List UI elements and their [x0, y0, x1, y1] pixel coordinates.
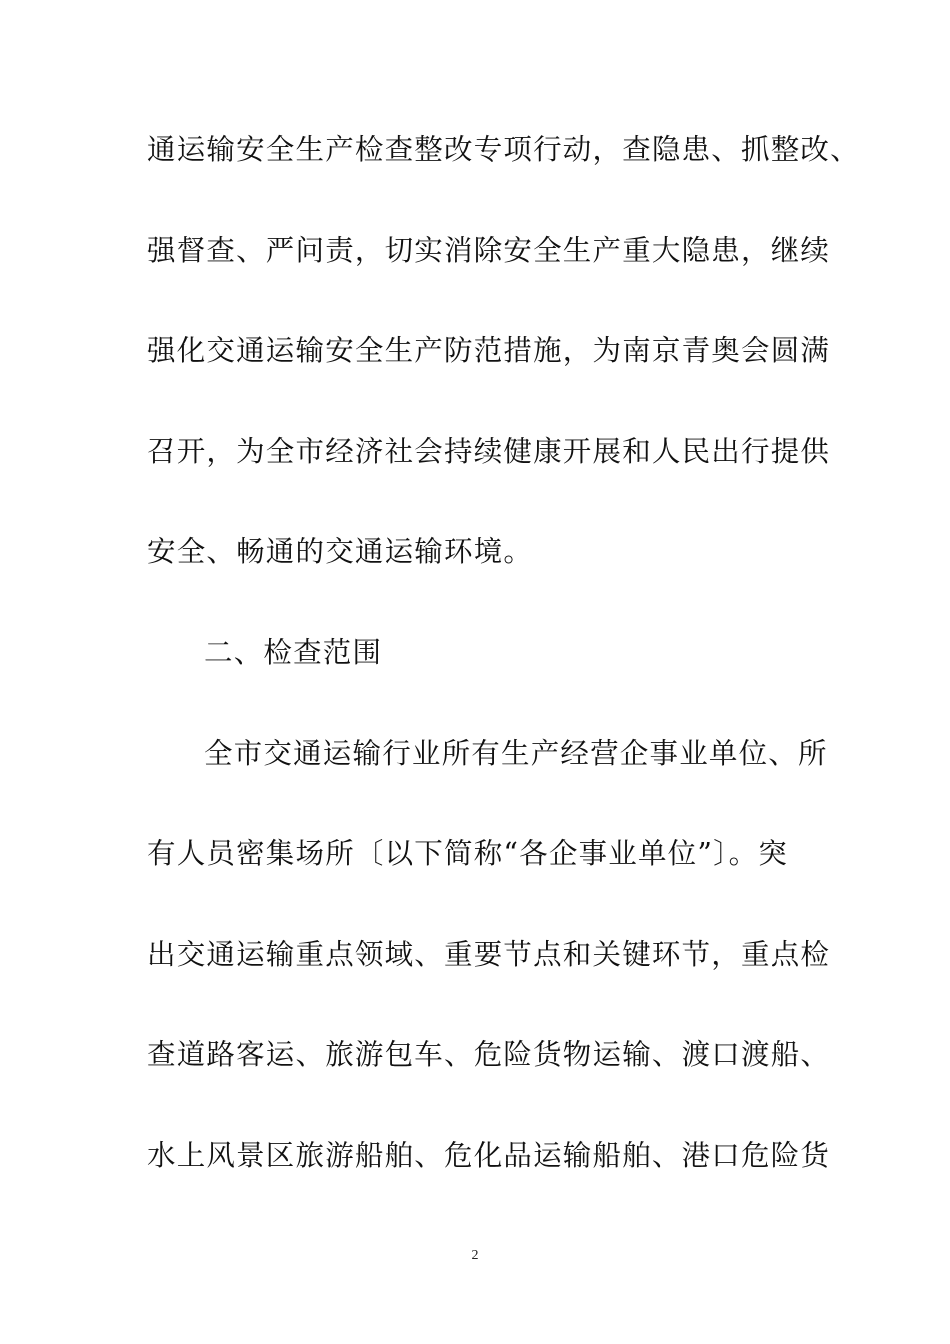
page-number: 2	[471, 1248, 479, 1263]
paragraph-line: 通运输安全生产检查整改专项行动，查隐患、抓整改、	[147, 133, 860, 166]
paragraph-line: 出交通运输重点领域、重要节点和关键环节，重点检	[147, 937, 831, 971]
paragraph-line: 召开，为全市经济社会持续健康开展和人民出行提供	[147, 434, 831, 468]
paragraph-line: 安全、畅通的交通运输环境。	[147, 535, 534, 569]
paragraph-line: 全市交通运输行业所有生产经营企事业单位、所	[204, 736, 828, 770]
body-text	[147, 125, 860, 1232]
paragraph-line: 强化交通运输安全生产防范措施，为南京青奥会圆满	[147, 334, 831, 368]
paragraph-line: 水上风景区旅游船舶、危化品运输船舶、港口危险货	[147, 1138, 831, 1172]
section-heading: 二、检查范围	[204, 635, 383, 669]
paragraph-line: 查道路客运、旅游包车、危险货物运输、渡口渡船、	[147, 1038, 831, 1072]
paragraph-line: 强督查、严问责，切实消除安全生产重大隐患，继续	[147, 233, 831, 267]
paragraph-line: 有人员密集场所〔以下简称“各企事业单位”〕。突	[147, 837, 788, 871]
